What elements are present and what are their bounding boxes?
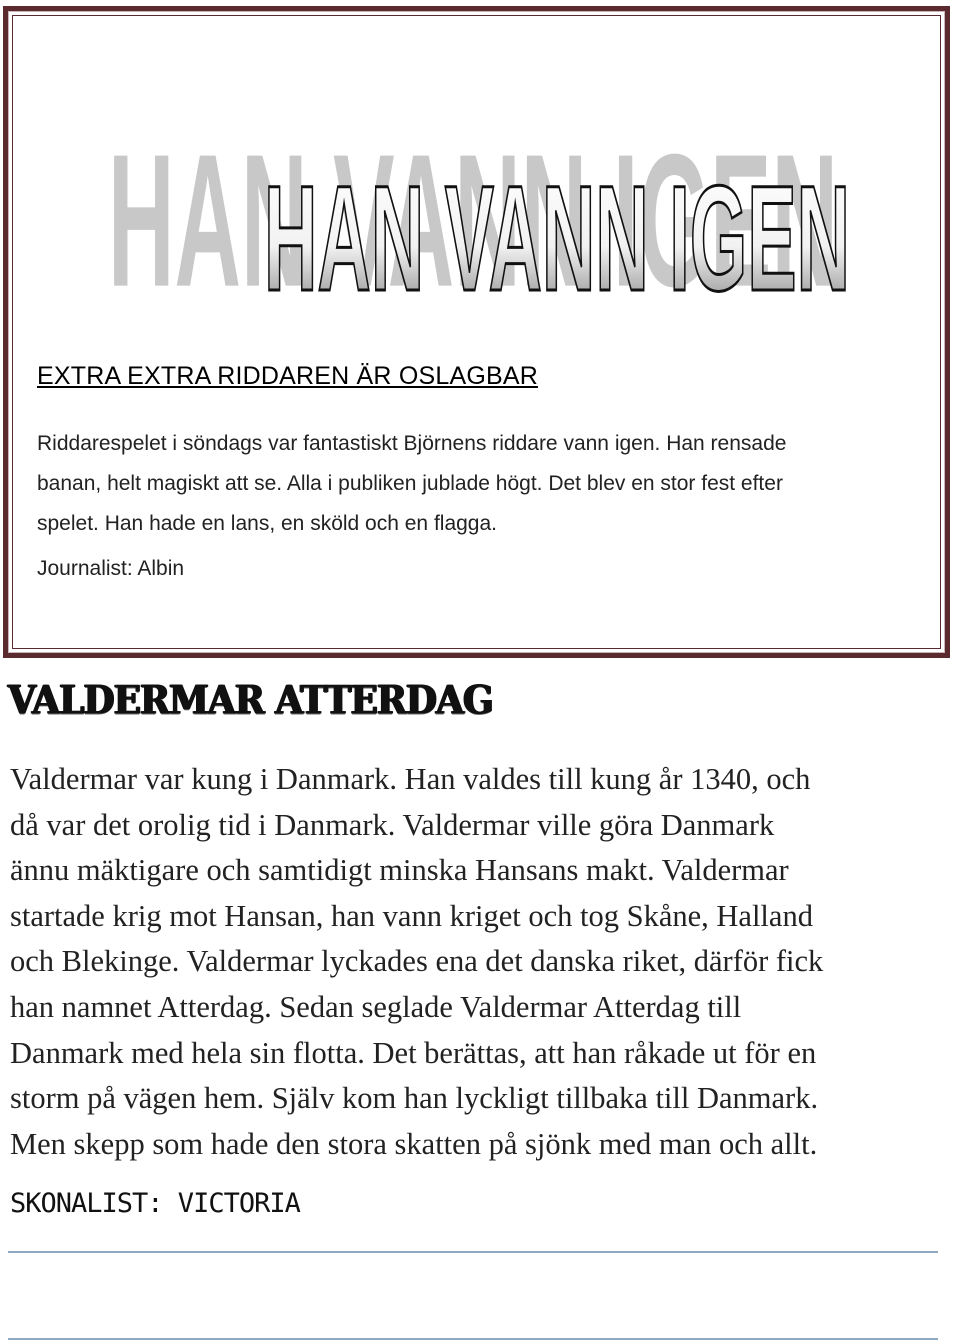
section-body-line: Danmark med hela sin flotta. Det berättas, att han råkade ut för en bbox=[10, 1035, 817, 1070]
writing-line bbox=[8, 1251, 938, 1253]
article-heading: EXTRA EXTRA RIDDAREN ÄR OSLAGBAR bbox=[37, 362, 538, 390]
signature: SKONALIST: VICTORIA bbox=[10, 1188, 300, 1219]
article-body bbox=[37, 424, 937, 544]
section-body-line: storm på vägen hem. Själv kom han lyckligt tillbaka till Danmark. bbox=[10, 1081, 819, 1116]
headline-main bbox=[264, 154, 850, 320]
writing-line bbox=[8, 1338, 938, 1340]
article-body-line: Riddarespelet i söndags var fantastiskt Björnens riddare vann igen. Han rensade bbox=[37, 432, 787, 455]
section-body bbox=[10, 757, 940, 1167]
section-title: VALDERMAR ATTERDAG bbox=[8, 678, 493, 724]
section-body-line: Valdermar var kung i Danmark. Han valdes till kung år 1340, och bbox=[10, 762, 811, 796]
section-body-line: Men skepp som hade den stora skatten på sjönk med man och allt. bbox=[10, 1126, 818, 1161]
section-body-line: han namnet Atterdag. Sedan seglade Valdermar Atterdag till bbox=[10, 989, 742, 1024]
journalist-byline: Journalist: Albin bbox=[37, 557, 185, 580]
article-body-line: banan, helt magiskt att se. Alla i publiken jublade högt. Det blev en stor fest efter bbox=[37, 472, 783, 495]
article-body-line: spelet. Han hade en lans, en sköld och en flagga. bbox=[37, 512, 497, 535]
headline-wordart bbox=[0, 0, 960, 320]
headline-text: HAN VANN IGEN bbox=[264, 154, 850, 320]
section-body-line: ännu mäktigare och samtidigt minska Hansans makt. Valdermar bbox=[10, 853, 789, 888]
section-body-line: startade krig mot Hansan, han vann kriget och tog Skåne, Halland bbox=[10, 898, 813, 933]
section-body-line: då var det orolig tid i Danmark. Valdermar ville göra Danmark bbox=[10, 807, 775, 842]
section-body-line: och Blekinge. Valdermar lyckades ena det danska riket, därför fick bbox=[10, 944, 824, 979]
headline-shadow-text: HAN VANN IGEN bbox=[108, 115, 838, 320]
